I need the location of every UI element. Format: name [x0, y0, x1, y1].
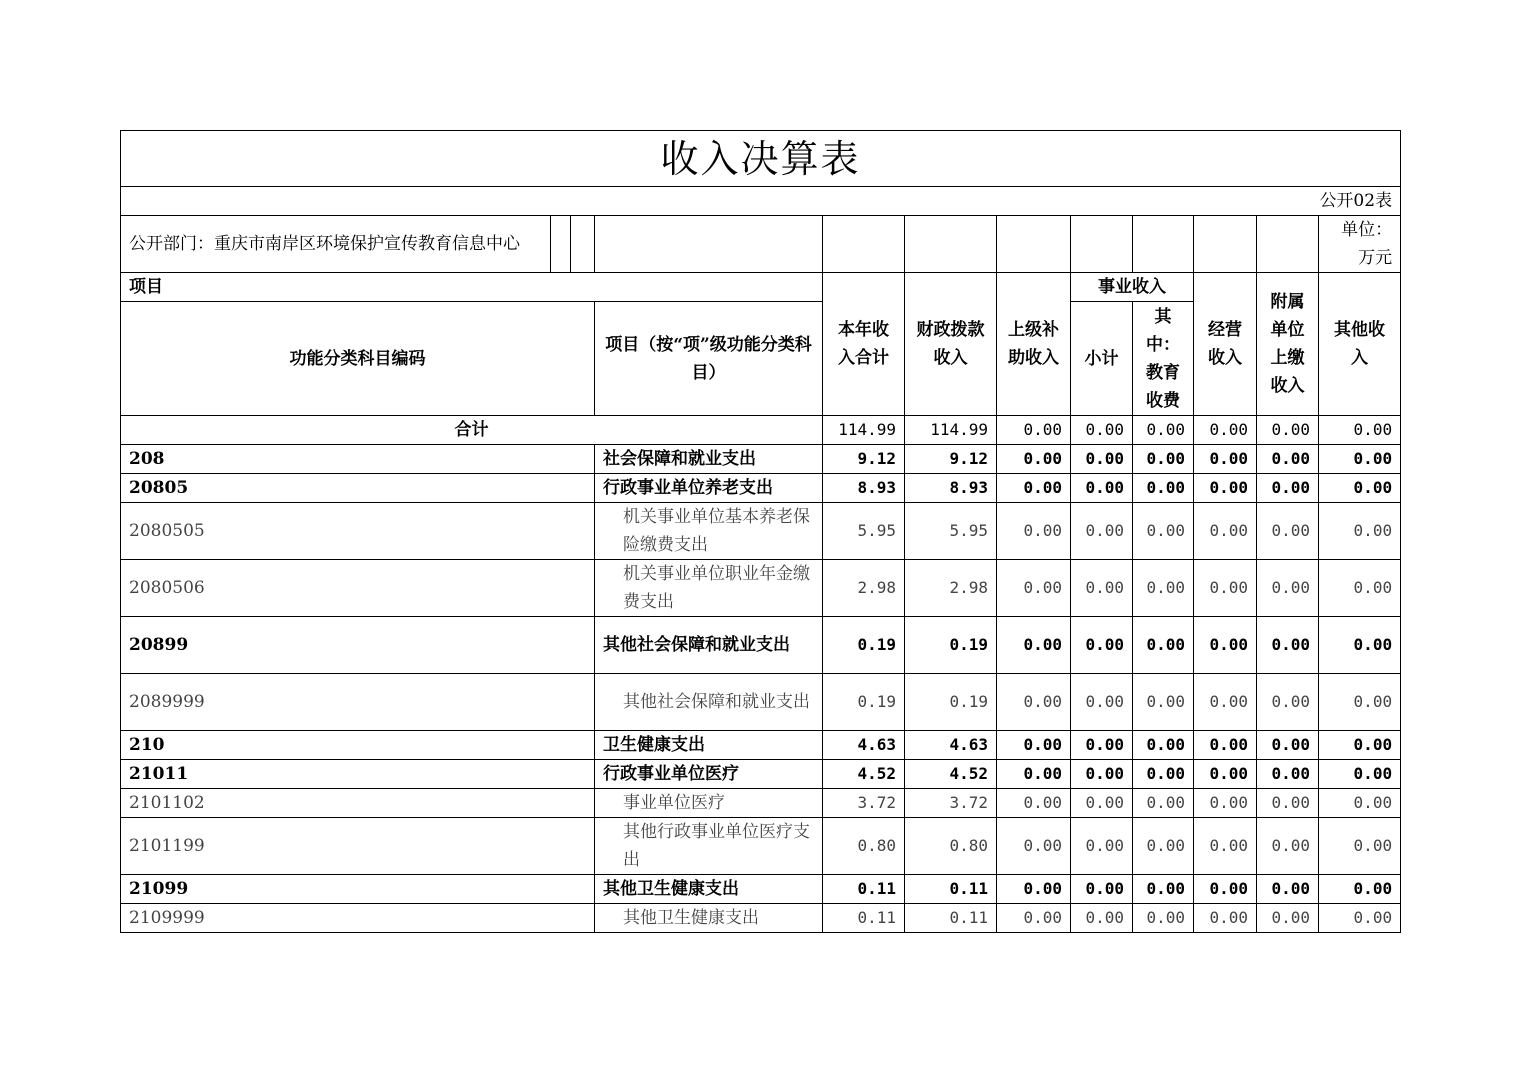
value-cell: 0.00: [1257, 560, 1319, 617]
account-name-cell: 其他行政事业单位医疗支出: [595, 818, 823, 875]
account-name-cell: 行政事业单位医疗: [595, 760, 823, 789]
blank-cell: [997, 216, 1071, 273]
value-cell: 0.00: [1071, 474, 1133, 503]
value-cell: 0.80: [905, 818, 997, 875]
table-row: [121, 875, 1401, 904]
table-row: [121, 474, 1401, 503]
value-cell: 0.00: [1071, 760, 1133, 789]
value-cell: 2.98: [823, 560, 905, 617]
value-cell: 0.00: [1133, 789, 1194, 818]
value-cell: 0.00: [997, 503, 1071, 560]
value-cell: 0.00: [1071, 503, 1133, 560]
value-cell: 0.00: [1194, 560, 1257, 617]
header-edu-fee: 其中：教育收费: [1133, 302, 1194, 416]
value-cell: 0.19: [823, 617, 905, 674]
value-cell: 0.00: [1133, 474, 1194, 503]
value-cell: 0.19: [905, 617, 997, 674]
table-row: [121, 445, 1401, 474]
account-name-cell: 社会保障和就业支出: [595, 445, 823, 474]
blank-cell: [823, 216, 905, 273]
value-cell: 4.52: [905, 760, 997, 789]
account-name-cell: 卫生健康支出: [595, 731, 823, 760]
value-cell: 0.00: [997, 731, 1071, 760]
value-cell: 0.00: [1194, 731, 1257, 760]
value-cell: 0.00: [1257, 503, 1319, 560]
value-cell: 0.00: [1194, 503, 1257, 560]
blank-cell: [551, 216, 571, 273]
account-code-cell: 20899: [121, 617, 595, 674]
value-cell: 0.00: [1319, 731, 1401, 760]
blank-cell: [571, 216, 595, 273]
value-cell: 4.63: [905, 731, 997, 760]
value-cell: 0.00: [997, 818, 1071, 875]
header-project: 项目: [121, 273, 823, 302]
value-cell: 0.00: [1257, 760, 1319, 789]
header-code: 功能分类科目编码: [121, 302, 595, 416]
value-cell: 0.00: [1257, 445, 1319, 474]
value-cell: 0.00: [1319, 818, 1401, 875]
value-cell: 9.12: [823, 445, 905, 474]
total-value-cell: 114.99: [905, 416, 997, 445]
value-cell: 0.11: [823, 904, 905, 933]
value-cell: 0.00: [1071, 875, 1133, 904]
account-code-cell: 21011: [121, 760, 595, 789]
account-code-cell: 21099: [121, 875, 595, 904]
value-cell: 0.00: [1133, 674, 1194, 731]
value-cell: 0.00: [1194, 789, 1257, 818]
value-cell: 0.00: [1133, 818, 1194, 875]
account-name-cell: 机关事业单位基本养老保险缴费支出: [595, 503, 823, 560]
value-cell: 0.00: [1194, 760, 1257, 789]
value-cell: 0.00: [1194, 474, 1257, 503]
income-statement-table: [120, 130, 1401, 933]
account-name-cell: 其他卫生健康支出: [595, 875, 823, 904]
table-row: [121, 904, 1401, 933]
value-cell: 0.00: [1071, 617, 1133, 674]
value-cell: 9.12: [905, 445, 997, 474]
value-cell: 0.00: [1133, 617, 1194, 674]
table-row: [121, 818, 1401, 875]
account-code-cell: 2089999: [121, 674, 595, 731]
account-code-cell: 2080506: [121, 560, 595, 617]
blank-cell: [595, 216, 823, 273]
value-cell: 0.00: [1319, 875, 1401, 904]
department-label: 公开部门：重庆市南岸区环境保护宣传教育信息中心: [121, 216, 551, 273]
blank-cell: [1257, 216, 1319, 273]
table-row: [121, 674, 1401, 731]
value-cell: 0.00: [1071, 818, 1133, 875]
value-cell: 0.00: [1319, 474, 1401, 503]
account-name-cell: 行政事业单位养老支出: [595, 474, 823, 503]
value-cell: 0.00: [1133, 503, 1194, 560]
blank-cell: [1194, 216, 1257, 273]
value-cell: 0.19: [905, 674, 997, 731]
account-name-cell: 其他卫生健康支出: [595, 904, 823, 933]
page-title: 收入决算表: [121, 131, 1401, 187]
value-cell: 0.00: [1319, 674, 1401, 731]
value-cell: 3.72: [905, 789, 997, 818]
value-cell: 0.00: [1194, 445, 1257, 474]
header-name: 项目（按“项”级功能分类科目）: [595, 302, 823, 416]
form-number: 公开02表: [121, 187, 1401, 216]
value-cell: 0.00: [997, 789, 1071, 818]
value-cell: 0.00: [997, 445, 1071, 474]
account-code-cell: 2101102: [121, 789, 595, 818]
header-fiscal: 财政拨款收入: [905, 273, 997, 416]
blank-cell: [1133, 216, 1194, 273]
value-cell: 0.00: [1071, 674, 1133, 731]
table-row: [121, 503, 1401, 560]
header-business-income: 事业收入: [1071, 273, 1194, 302]
value-cell: 4.52: [823, 760, 905, 789]
value-cell: 8.93: [823, 474, 905, 503]
blank-cell: [1071, 216, 1133, 273]
value-cell: 0.00: [997, 904, 1071, 933]
header-subtotal: 小计: [1071, 302, 1133, 416]
total-value-cell: 0.00: [1133, 416, 1194, 445]
value-cell: 0.00: [997, 674, 1071, 731]
value-cell: 0.00: [1194, 904, 1257, 933]
value-cell: 0.00: [1319, 445, 1401, 474]
table-row: [121, 560, 1401, 617]
value-cell: 0.00: [1194, 617, 1257, 674]
value-cell: 0.00: [997, 760, 1071, 789]
value-cell: 0.00: [1194, 875, 1257, 904]
value-cell: 0.11: [823, 875, 905, 904]
value-cell: 0.11: [905, 875, 997, 904]
value-cell: 0.00: [1257, 904, 1319, 933]
value-cell: 0.00: [1133, 875, 1194, 904]
value-cell: 0.00: [1257, 474, 1319, 503]
account-code-cell: 2101199: [121, 818, 595, 875]
account-code-cell: 210: [121, 731, 595, 760]
value-cell: 0.00: [1257, 818, 1319, 875]
unit-label: 单位：万元: [1319, 216, 1401, 273]
value-cell: 0.80: [823, 818, 905, 875]
value-cell: 0.00: [1257, 617, 1319, 674]
value-cell: 0.00: [1071, 789, 1133, 818]
total-value-cell: 0.00: [1194, 416, 1257, 445]
value-cell: 0.00: [1194, 674, 1257, 731]
total-value-cell: 0.00: [1257, 416, 1319, 445]
value-cell: 0.00: [997, 474, 1071, 503]
value-cell: 0.11: [905, 904, 997, 933]
total-value-cell: 0.00: [997, 416, 1071, 445]
value-cell: 0.00: [1194, 818, 1257, 875]
value-cell: 4.63: [823, 731, 905, 760]
value-cell: 0.19: [823, 674, 905, 731]
header-superior: 上级补助收入: [997, 273, 1071, 416]
account-code-cell: 208: [121, 445, 595, 474]
account-name-cell: 其他社会保障和就业支出: [595, 617, 823, 674]
account-code-cell: 2080505: [121, 503, 595, 560]
value-cell: 2.98: [905, 560, 997, 617]
value-cell: 0.00: [1257, 875, 1319, 904]
value-cell: 0.00: [997, 875, 1071, 904]
account-name-cell: 事业单位医疗: [595, 789, 823, 818]
value-cell: 0.00: [1257, 789, 1319, 818]
value-cell: 0.00: [1257, 731, 1319, 760]
account-name-cell: 其他社会保障和就业支出: [595, 674, 823, 731]
total-value-cell: 0.00: [1319, 416, 1401, 445]
table-row: [121, 617, 1401, 674]
value-cell: 0.00: [1133, 731, 1194, 760]
header-affiliated: 附属单位上缴收入: [1257, 273, 1319, 416]
value-cell: 0.00: [1071, 904, 1133, 933]
total-row: [121, 416, 1401, 445]
total-value-cell: 0.00: [1071, 416, 1133, 445]
header-total: 本年收入合计: [823, 273, 905, 416]
value-cell: 0.00: [1133, 560, 1194, 617]
value-cell: 5.95: [905, 503, 997, 560]
value-cell: 5.95: [823, 503, 905, 560]
value-cell: 0.00: [1071, 560, 1133, 617]
header-other: 其他收入: [1319, 273, 1401, 416]
value-cell: 3.72: [823, 789, 905, 818]
total-label: 合计: [121, 416, 823, 445]
account-code-cell: 20805: [121, 474, 595, 503]
header-operating: 经营收入: [1194, 273, 1257, 416]
value-cell: 0.00: [1071, 445, 1133, 474]
total-value-cell: 114.99: [823, 416, 905, 445]
value-cell: 0.00: [1133, 760, 1194, 789]
value-cell: 0.00: [997, 560, 1071, 617]
value-cell: 8.93: [905, 474, 997, 503]
value-cell: 0.00: [1071, 731, 1133, 760]
account-name-cell: 机关事业单位职业年金缴费支出: [595, 560, 823, 617]
table-row: [121, 760, 1401, 789]
value-cell: 0.00: [1319, 904, 1401, 933]
account-code-cell: 2109999: [121, 904, 595, 933]
table-row: [121, 789, 1401, 818]
value-cell: 0.00: [1319, 760, 1401, 789]
value-cell: 0.00: [997, 617, 1071, 674]
value-cell: 0.00: [1319, 789, 1401, 818]
value-cell: 0.00: [1319, 503, 1401, 560]
table-row: [121, 731, 1401, 760]
value-cell: 0.00: [1133, 904, 1194, 933]
value-cell: 0.00: [1257, 674, 1319, 731]
blank-cell: [905, 216, 997, 273]
value-cell: 0.00: [1319, 560, 1401, 617]
value-cell: 0.00: [1319, 617, 1401, 674]
value-cell: 0.00: [1133, 445, 1194, 474]
